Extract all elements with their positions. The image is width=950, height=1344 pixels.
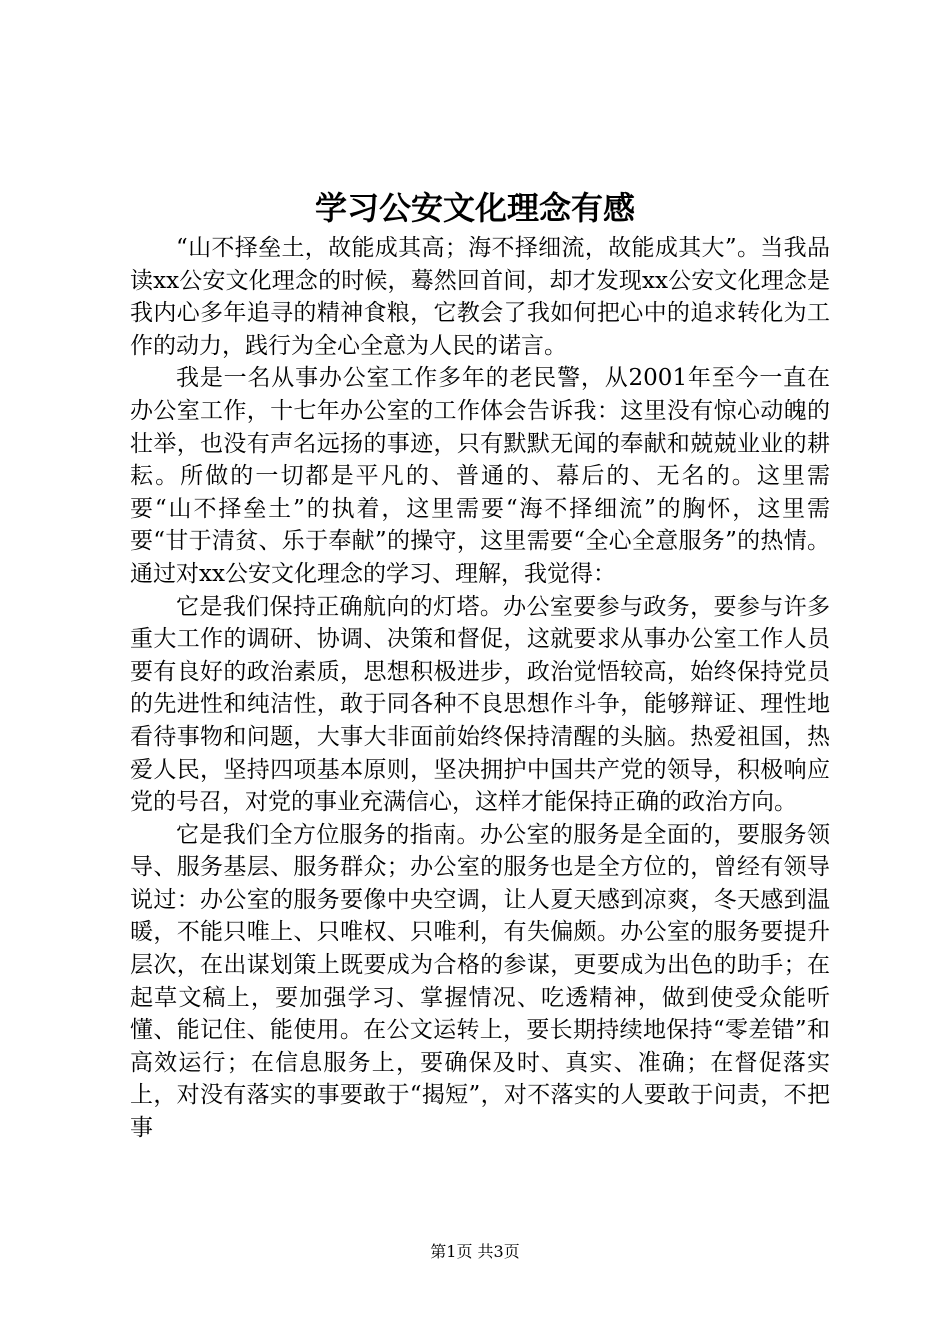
document-title: 学习公安文化理念有感	[314, 189, 635, 227]
paragraph: “山不择垒土，故能成其高；海不择细流，故能成其大”。当我品读xx公安文化理念的时候，蓦然回首间，却才发现xx公安文化理念是我内心多年追寻的精神食粮，它教会了我如何把心中的追求转化为工作的动力，践行为全心全意为人民的诺言。	[130, 235, 830, 359]
document-body	[130, 232, 830, 1145]
paragraph: 我是一名从事办公室工作多年的老民警，从2001年至今一直在办公室工作，十七年办公室的工作体会告诉我：这里没有惊心动魄的壮举，也没有声名远扬的事迹，只有默默无闻的奉献和兢兢业业的耕耘。所做的一切都是平凡的、普通的、幕后的、无名的。这里需要“山不择垒土”的执着，这里需要“海不择细流”的胸怀，这里需要“甘于清贫、乐于奉献”的操守，这里需要“全心全意服务”的热情。通过对xx公安文化理念的学习、理解，我觉得：	[130, 365, 830, 587]
paragraph: 它是我们保持正确航向的灯塔。办公室要参与政务，要参与许多重大工作的调研、协调、决策和督促，这就要求从事办公室工作人员要有良好的政治素质，思想积极进步，政治觉悟较高，始终保持党员的先进性和纯洁性，敢于同各种不良思想作斗争，能够辩证、理性地看待事物和问题，大事大非面前始终保持清醒的头脑。热爱祖国，热爱人民，坚持四项基本原则，坚决拥护中国共产党的领导，积极响应党的号召，对党的事业充满信心，这样才能保持正确的政治方向。	[130, 593, 830, 816]
paragraph: 它是我们全方位服务的指南。办公室的服务是全面的，要服务领导、服务基层、服务群众；办公室的服务也是全方位的，曾经有领导说过：办公室的服务要像中央空调，让人夏天感到凉爽，冬天感到温暖，不能只唯上、只唯权、只唯利，有失偏颇。办公室的服务要提升层次，在出谋划策上既要成为合格的参谋，更要成为出色的助手；在起草文稿上，要加强学习、掌握情况、吃透精神，做到使受众能听懂、能记住、能使用。在公文运转上，要长期持续地保持“零差错”和高效运行；在信息服务上，要确保及时、真实、准确；在督促落实上，对没有落实的事要敢于“揭短”，对不落实的人要敢于问责，不把事	[130, 821, 830, 1142]
page-number-footer: 第1页 共3页	[430, 1242, 520, 1261]
